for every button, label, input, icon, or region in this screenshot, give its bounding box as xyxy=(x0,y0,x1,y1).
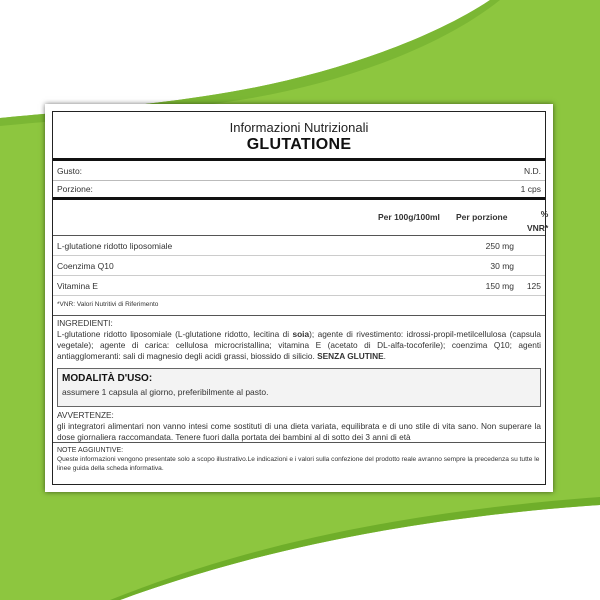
ingredients-text-part2: ); agente di rivestimento: idrossi-propil-metilcellulosa (capsula vegetale); agente di carica: cellulosa microcristallina; vitamina E (acetato di DL-alfa-tocoferile); coenzima Q10; agenti antiagglomeranti: sali di magnesio degli acidi grassi, biossido di silicio. xyxy=(57,329,541,361)
header-vnr-label: VNR* xyxy=(527,223,549,233)
header-vnr-percent: % xyxy=(540,209,549,219)
usage-text: assumere 1 capsula al giorno, preferibilmente al pasto. xyxy=(62,387,269,397)
label-title: Informazioni Nutrizionali xyxy=(229,120,369,135)
nutrient-row xyxy=(53,236,545,256)
nutrition-label-frame xyxy=(52,111,549,485)
gusto-label: Gusto: xyxy=(57,165,83,176)
nutrient-row xyxy=(53,256,545,276)
gusto-value: N.D. xyxy=(524,165,541,176)
nutrients-table-header xyxy=(53,200,549,236)
nutrient-per-portion: 150 mg xyxy=(485,281,514,291)
allergen-soia: soia xyxy=(292,329,310,339)
ingredients-text xyxy=(57,329,541,362)
header-per-portion: Per porzione xyxy=(456,212,508,222)
gluten-free-claim: SENZA GLUTINE xyxy=(317,351,384,361)
nutrient-per-portion: 250 mg xyxy=(485,241,514,251)
vnr-footnote: *VNR: Valori Nutritivi di Riferimento xyxy=(53,296,545,316)
ingredients-title: INGREDIENTI: xyxy=(57,318,113,328)
additional-notes-section xyxy=(53,443,545,473)
nutrient-name: L-glutatione ridotto liposomiale xyxy=(57,241,173,251)
warnings-text: gli integratori alimentari non vanno intesi come sostituti di una dieta variata, equilibrata e di uno stile di vita sano. Non superare la dose giornaliera raccomandata. Tenere fuori dalla portata dei bambini al di sotto dei 3 anni di età xyxy=(57,421,541,442)
nutrition-label-card xyxy=(45,104,553,492)
header-vnr xyxy=(527,207,548,235)
ingredients-text-part1: L-glutatione ridotto liposomiale (L-glutatione ridotto, lecitina di xyxy=(57,329,293,339)
porzione-value: 1 cps xyxy=(520,184,541,194)
notes-text: Queste informazioni vengono presentate solo a scopo illustrativo.Le indicazioni e i valori sulla confezione del prodotto reale avranno sempre la precedenza su tutte le linee guida della scheda informativa. xyxy=(57,456,540,472)
nutrient-row xyxy=(53,276,545,296)
porzione-label: Porzione: xyxy=(57,184,93,194)
usage-title: MODALITÀ D'USO: xyxy=(62,373,153,384)
porzione-row xyxy=(53,181,545,200)
nutrient-name: Coenzima Q10 xyxy=(57,261,114,271)
usage-box xyxy=(57,368,541,407)
warnings-section xyxy=(53,407,545,443)
warnings-title: AVVERTENZE: xyxy=(57,410,114,420)
nutrient-vnr: 125 xyxy=(526,281,541,291)
header-per-100g: Per 100g/100ml xyxy=(378,212,440,222)
ingredients-text-end: . xyxy=(383,351,386,361)
nutrient-name: Vitamina E xyxy=(57,281,98,291)
gusto-row xyxy=(53,161,545,181)
label-header xyxy=(53,112,545,161)
ingredients-section xyxy=(53,316,545,368)
nutrient-per-portion: 30 mg xyxy=(490,261,514,271)
product-name: GLUTATIONE xyxy=(246,136,352,153)
notes-title: NOTE AGGIUNTIVE: xyxy=(57,447,124,454)
